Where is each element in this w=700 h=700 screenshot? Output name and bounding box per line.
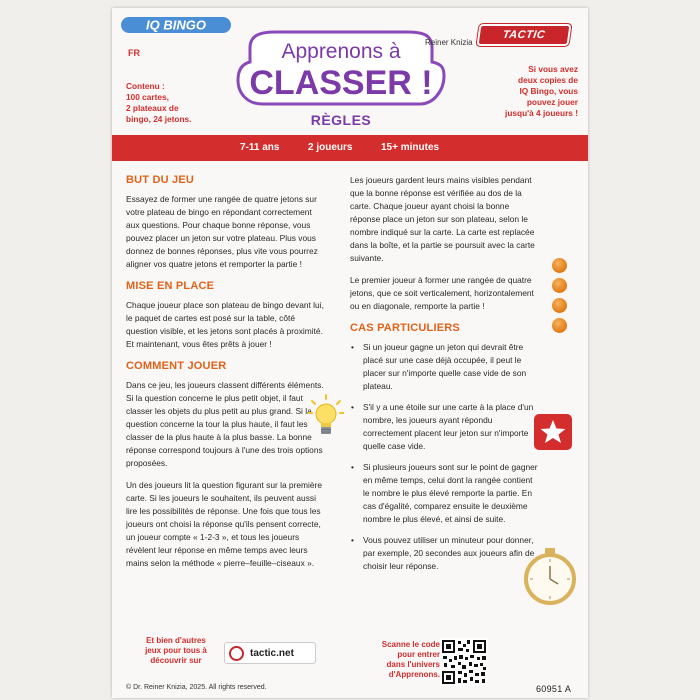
rules-subtitle: RÈGLES [310,112,372,128]
author-name: Reiner Knizia [425,38,473,47]
star-card [534,414,572,450]
players-note: Si vous avez deux copies de IQ Bingo, vous pouvez jouer jusqu'à 4 joueurs ! [505,64,578,118]
list-item: • S'il y a une étoile sur une carte à la place d'un nombre, les joueurs ayant répondu correctement placent leur jeton sur n'importe quelle case vide. [350,401,540,453]
star-icon [534,414,572,450]
scan-note: Scanne le code pour entrer dans l'univers d'Apprenons. [381,640,440,679]
player-count: 2 joueurs [308,142,353,153]
token-dot-icon [552,278,567,293]
age-range: 7-11 ans [240,142,280,153]
mise-en-place-text: Chaque joueur place son plateau de bingo devant lui, le paquet de cartes est posé sur la table, côté question visible, et les jetons sont placés à proximité. Et maintenant, vous êtes prêts à jouer ! [126,300,324,349]
list-item: • Si un joueur gagne un jeton qui devrait être placé sur une case déjà occupée, il peut le placer sur n'importe quelle case vide de son plateau. [350,341,540,393]
copyright-notice: © Dr. Reiner Knizia, 2025. All rights reserved. [126,684,267,691]
play-continued-text: Les joueurs gardent leurs mains visibles pendant que la bonne réponse est vérifiée au dos de la carte. Chaque joueur ayant choisi la bonne réponse place un jeton sur son plateau, selon le nombre indiqué sur la carte. La carte est replacée dans la boîte, et la partie se poursuit avec la carte suivante. [350,175,535,263]
heading-comment-jouer: COMMENT JOUER [126,360,227,372]
iq-bingo-logo [120,16,232,34]
info-bar [112,135,588,161]
heading-cas-particuliers: CAS PARTICULIERS [350,322,460,334]
title-line-1: Apprenons à [281,40,401,63]
game-title-badge [236,28,446,108]
heading-but-du-jeu: BUT DU JEU [126,174,195,186]
special-cases-list [350,341,540,573]
token-dot-icon [552,318,567,333]
qr-code-icon[interactable] [440,638,488,686]
list-item: • Si plusieurs joueurs sont sur le point de gagner en même temps, celui dont la rangée contient le nombre le plus élevé remporte la partie. En cas d'égalité, comparez ensuite le deuxième nombre le plus élevé, et ainsi de suite. [350,461,540,526]
tactic-mark-icon [229,646,244,661]
title-line-2: CLASSER ! [249,64,433,102]
token-dots [552,258,572,338]
site-url: tactic.net [250,648,294,659]
logo-text: IQ BINGO [146,17,206,33]
token-dot-icon [552,258,567,273]
rules-sheet [112,8,588,698]
tactic-brand-logo: TACTIC [479,26,570,44]
play-duration: 15+ minutes [381,142,440,153]
left-column [126,174,326,579]
heading-mise-en-place: MISE EN PLACE [126,280,215,292]
stopwatch-icon [520,546,580,606]
token-dot-icon [552,298,567,313]
but-du-jeu-text: Essayez de former une rangée de quatre jetons sur votre plateau de bingo en répondant correctement aux questions. Pour chaque bonne réponse, vous pouvez placer un jeton sur votre plateau. Plus vous donnez de bonnes réponses, plus vite vous pourrez aligner vos quatre jetons et remporter la partie ! [126,194,318,269]
comment-jouer-text-1: Dans ce jeu, les joueurs classent différents éléments. Si la question concerne le plus petit objet, il faut classer les objets du plus petit au plus grand. Si la question concerne la tour la plus haute, il faut les classer de la plus haute à la plus basse. La bonne réponse correspond toujours à l'une des trois options proposées. [126,380,324,468]
list-item: • Vous pouvez utiliser un minuteur pour donner, par exemple, 20 secondes aux joueurs afin de choisir leur réponse. [350,534,540,573]
box-contents: Contenu : 100 cartes, 2 plateaux de bingo, 24 jetons. [126,81,192,124]
tactic-net-link[interactable] [224,642,316,664]
right-column [350,174,540,581]
winning-text: Le premier joueur à former une rangée de quatre jetons, que ce soit verticalement, horizontalement ou en diagonale, remporte la partie ! [350,275,534,311]
lightbulb-icon [308,394,344,438]
comment-jouer-text-2: Un des joueurs lit la question figurant sur la première carte. Si les joueurs le souhaitent, ils peuvent aussi lire les possibilités de réponse. Une fois que tous les joueurs ont choisi la réponse qu'ils pensent correcte, un joueur compte « 1-2-3 », et tous les joueurs révèlent leur réponse en même temps avec leurs mains selon la méthode « pierre–feuille–ciseaux ». [126,480,322,568]
product-code: 60951 A [536,684,572,694]
promo-text: Et bien d'autres jeux pour tous à découvrir sur [145,636,207,665]
language-code: FR [128,48,140,58]
